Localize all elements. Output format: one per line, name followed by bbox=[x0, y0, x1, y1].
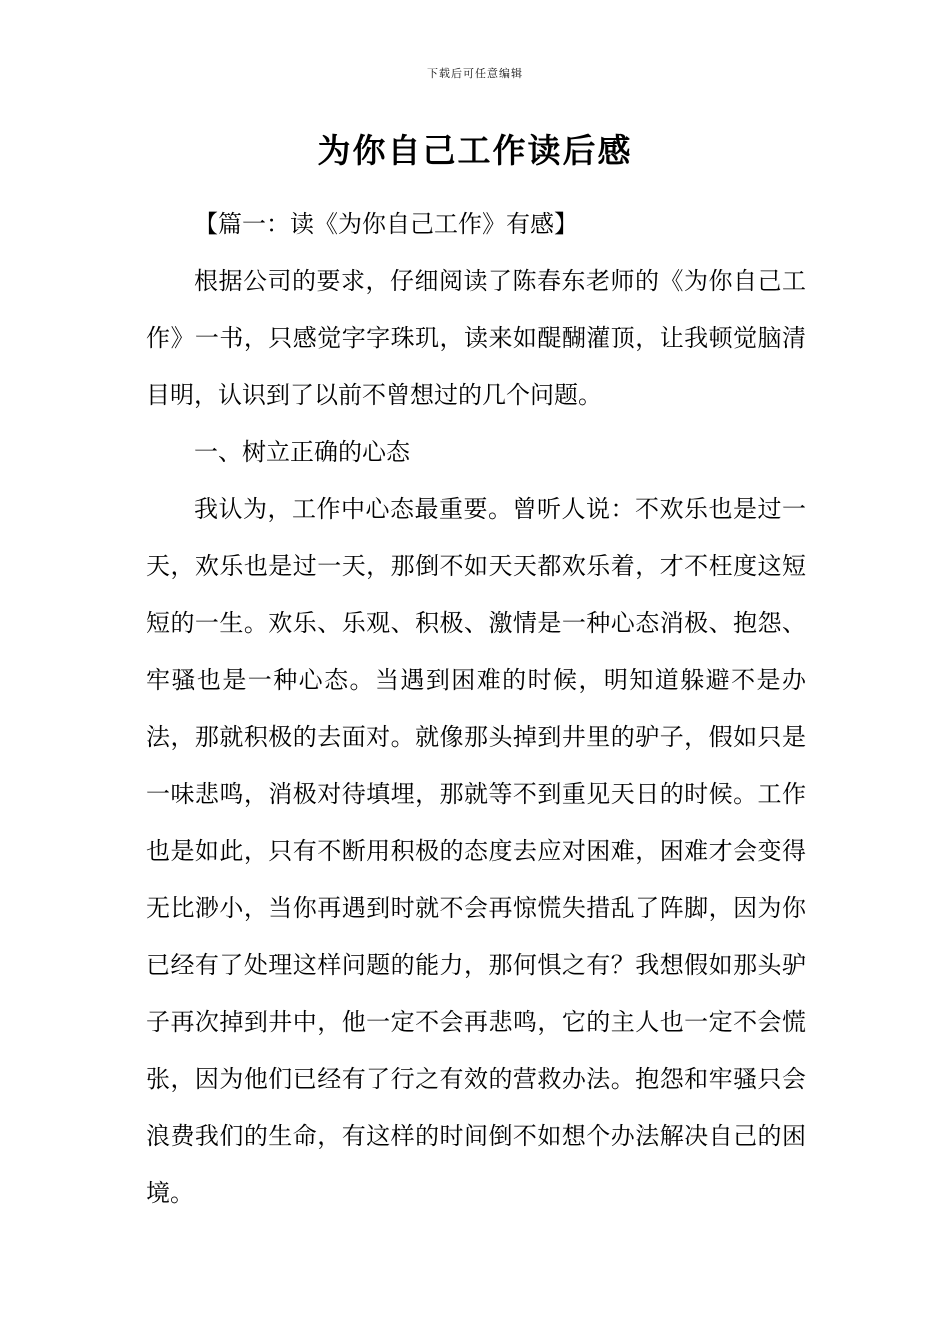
header-note: 下载后可任意编辑 bbox=[427, 67, 523, 80]
paragraph-attitude: 我认为，工作中心态最重要。曾听人说：不欢乐也是过一天，欢乐也是过一天，那倒不如天天都欢乐着，才不枉度这短短的一生。欢乐、乐观、积极、激情是一种心态消极、抱怨、牢骚也是一种心态。当遇到困难的时候，明知道躲避不是办法，那就积极的去面对。就像那头掉到井里的驴子，假如只是一味悲鸣，消极对待填埋，那就等不到重见天日的时候。工作也是如此，只有不断用积极的态度去应对困难，困难才会变得无比渺小，当你再遇到时就不会再惊慌失措乱了阵脚，因为你已经有了处理这样问题的能力，那何惧之有？我想假如那头驴子再次掉到井中，他一定不会再悲鸣，它的主人也一定不会慌张，因为他们已经有了行之有效的营救办法。抱怨和牢骚只会浪费我们的生命，有这样的时间倒不如想个办法解决自己的困境。 bbox=[146, 495, 806, 1207]
section-heading: 一、树立正确的心态 bbox=[194, 438, 410, 466]
paragraph-intro: 根据公司的要求，仔细阅读了陈春东老师的《为你自己工作》一书，只感觉字字珠玑，读来如醍醐灌顶，让我顿觉脑清目明，认识到了以前不曾想过的几个问题。 bbox=[146, 267, 806, 409]
document-title: 为你自己工作读后感 bbox=[317, 131, 633, 170]
document-body bbox=[146, 196, 806, 1222]
section-tag: 【篇一：读《为你自己工作》有感】 bbox=[194, 210, 578, 238]
